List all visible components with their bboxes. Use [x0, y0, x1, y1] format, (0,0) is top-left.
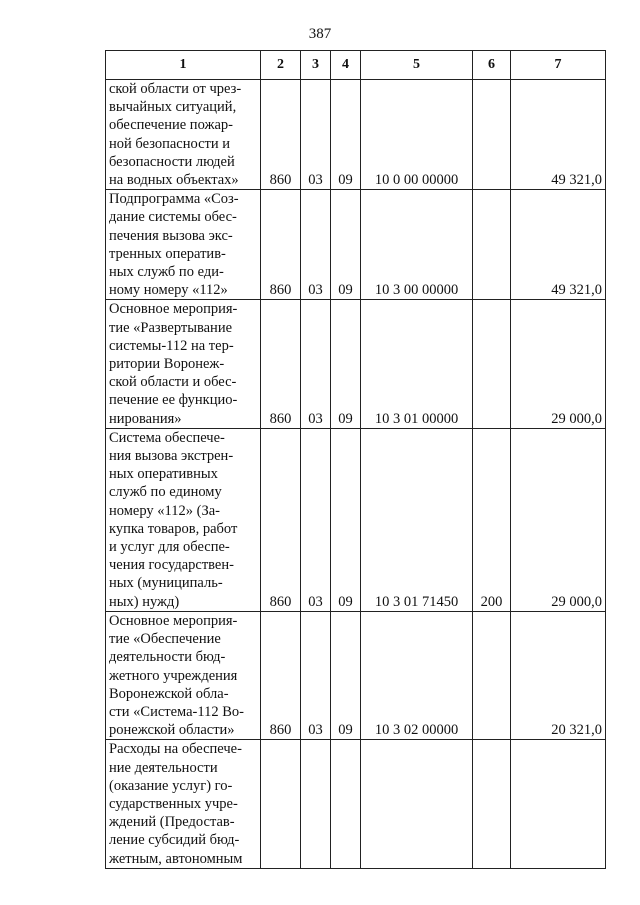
row-code-cell: 860 [261, 80, 301, 190]
row-name-cell [106, 300, 261, 428]
row-name-line: тие «Развертывание [109, 319, 233, 336]
row-name-line: ление субсидий бюд- [109, 832, 240, 849]
row-subsection-cell: 09 [331, 611, 361, 739]
table-body [106, 80, 606, 869]
row-name-line: системы-112 на тер- [109, 337, 234, 354]
row-name-line: ния вызова экстрен- [109, 448, 234, 465]
scan-mark [6, 790, 9, 793]
row-name-line: деятельности бюд- [109, 649, 226, 666]
row-name-line: на водных объектах» [109, 172, 239, 189]
row-name-line: купка товаров, работ [109, 520, 238, 537]
header-col-5: 5 [361, 51, 473, 80]
row-expense-type-cell [473, 740, 511, 868]
row-name-line: ных (муниципаль- [109, 575, 223, 592]
row-target-article-cell: 10 0 00 00000 [361, 80, 473, 190]
row-name-line: ской области и обес- [109, 374, 237, 391]
page-number: 387 [308, 26, 332, 42]
row-name-line: ждений (Предостав- [109, 814, 235, 831]
row-name-line: Воронежской обла- [109, 685, 229, 702]
table-row [106, 428, 606, 611]
row-expense-type-cell [473, 80, 511, 190]
row-name-line: ных служб по еди- [109, 264, 224, 281]
table-row [106, 300, 606, 428]
row-code-cell: 860 [261, 300, 301, 428]
row-code-cell [261, 740, 301, 868]
row-target-article-cell: 10 3 01 00000 [361, 300, 473, 428]
row-target-article-cell: 10 3 00 00000 [361, 190, 473, 300]
row-section-cell: 03 [301, 80, 331, 190]
row-name-line: ных оперативных [109, 466, 218, 483]
row-name-line: (оказание услуг) го- [109, 777, 233, 794]
row-amount-cell: 49 321,0 [511, 190, 606, 300]
row-name-line: ному номеру «112» [109, 282, 228, 299]
table-row [106, 611, 606, 739]
header-col-1: 1 [106, 51, 261, 80]
row-section-cell: 03 [301, 611, 331, 739]
row-target-article-cell: 10 3 02 00000 [361, 611, 473, 739]
row-name-line: служб по единому [109, 484, 222, 501]
row-amount-cell: 49 321,0 [511, 80, 606, 190]
row-name-line: жетным, автономным [109, 850, 243, 867]
row-subsection-cell: 09 [331, 80, 361, 190]
row-name-line: ской области от чрез- [109, 81, 242, 97]
row-name-line: безопасности людей [109, 153, 235, 170]
row-expense-type-cell [473, 190, 511, 300]
row-expense-type-cell [473, 300, 511, 428]
row-code-cell: 860 [261, 611, 301, 739]
header-col-3: 3 [301, 51, 331, 80]
row-name-line: Система обеспече- [109, 429, 225, 446]
header-col-6: 6 [473, 51, 511, 80]
row-name-line: и услуг для обеспе- [109, 539, 230, 556]
row-name-line: дание системы обес- [109, 209, 237, 226]
row-name-line: ритории Воронеж- [109, 356, 225, 373]
row-amount-cell [511, 740, 606, 868]
row-section-cell [301, 740, 331, 868]
row-amount-cell: 29 000,0 [511, 300, 606, 428]
row-code-cell: 860 [261, 190, 301, 300]
row-target-article-cell [361, 740, 473, 868]
row-name-line: тие «Обеспечение [109, 631, 221, 648]
row-subsection-cell: 09 [331, 428, 361, 611]
row-section-cell: 03 [301, 300, 331, 428]
row-expense-type-cell [473, 611, 511, 739]
row-name-line: Основное мероприя- [109, 612, 238, 629]
row-name-line: печение ее функцио- [109, 392, 238, 409]
row-name-line: тренных оператив- [109, 245, 226, 262]
table-header-row [106, 51, 606, 80]
row-name-cell [106, 190, 261, 300]
table-row [106, 80, 606, 190]
row-subsection-cell: 09 [331, 190, 361, 300]
row-name-line: Подпрограмма «Соз- [109, 191, 239, 208]
table-row [106, 190, 606, 300]
row-name-cell [106, 80, 261, 190]
budget-table [105, 50, 606, 869]
row-name-line: чения государствен- [109, 557, 234, 574]
row-target-article-cell: 10 3 01 71450 [361, 428, 473, 611]
header-col-2: 2 [261, 51, 301, 80]
row-name-line: вычайных ситуаций, [109, 99, 237, 116]
row-name-line: номеру «112» (За- [109, 502, 220, 519]
row-name-line: сти «Система-112 Во- [109, 703, 244, 720]
row-name-line: ронежской области» [109, 722, 235, 739]
row-subsection-cell: 09 [331, 300, 361, 428]
header-col-7: 7 [511, 51, 606, 80]
row-code-cell: 860 [261, 428, 301, 611]
row-section-cell: 03 [301, 190, 331, 300]
row-name-line: жетного учреждения [109, 667, 238, 684]
row-name-line: ной безопасности и [109, 135, 231, 152]
row-section-cell: 03 [301, 428, 331, 611]
row-subsection-cell [331, 740, 361, 868]
table-row [106, 740, 606, 868]
row-name-cell [106, 428, 261, 611]
row-name-line: обеспечение пожар- [109, 117, 233, 134]
row-name-line: ние деятельности [109, 759, 218, 776]
header-col-4: 4 [331, 51, 361, 80]
row-name-line: печения вызова экс- [109, 227, 233, 244]
row-amount-cell: 29 000,0 [511, 428, 606, 611]
row-name-line: Основное мероприя- [109, 301, 238, 318]
row-name-line: Расходы на обеспече- [109, 741, 242, 758]
row-name-cell [106, 611, 261, 739]
row-name-cell [106, 740, 261, 868]
row-name-line: ных) нужд) [109, 593, 180, 610]
row-expense-type-cell: 200 [473, 428, 511, 611]
row-name-line: сударственных учре- [109, 795, 238, 812]
row-amount-cell: 20 321,0 [511, 611, 606, 739]
row-name-line: нирования» [109, 410, 182, 427]
